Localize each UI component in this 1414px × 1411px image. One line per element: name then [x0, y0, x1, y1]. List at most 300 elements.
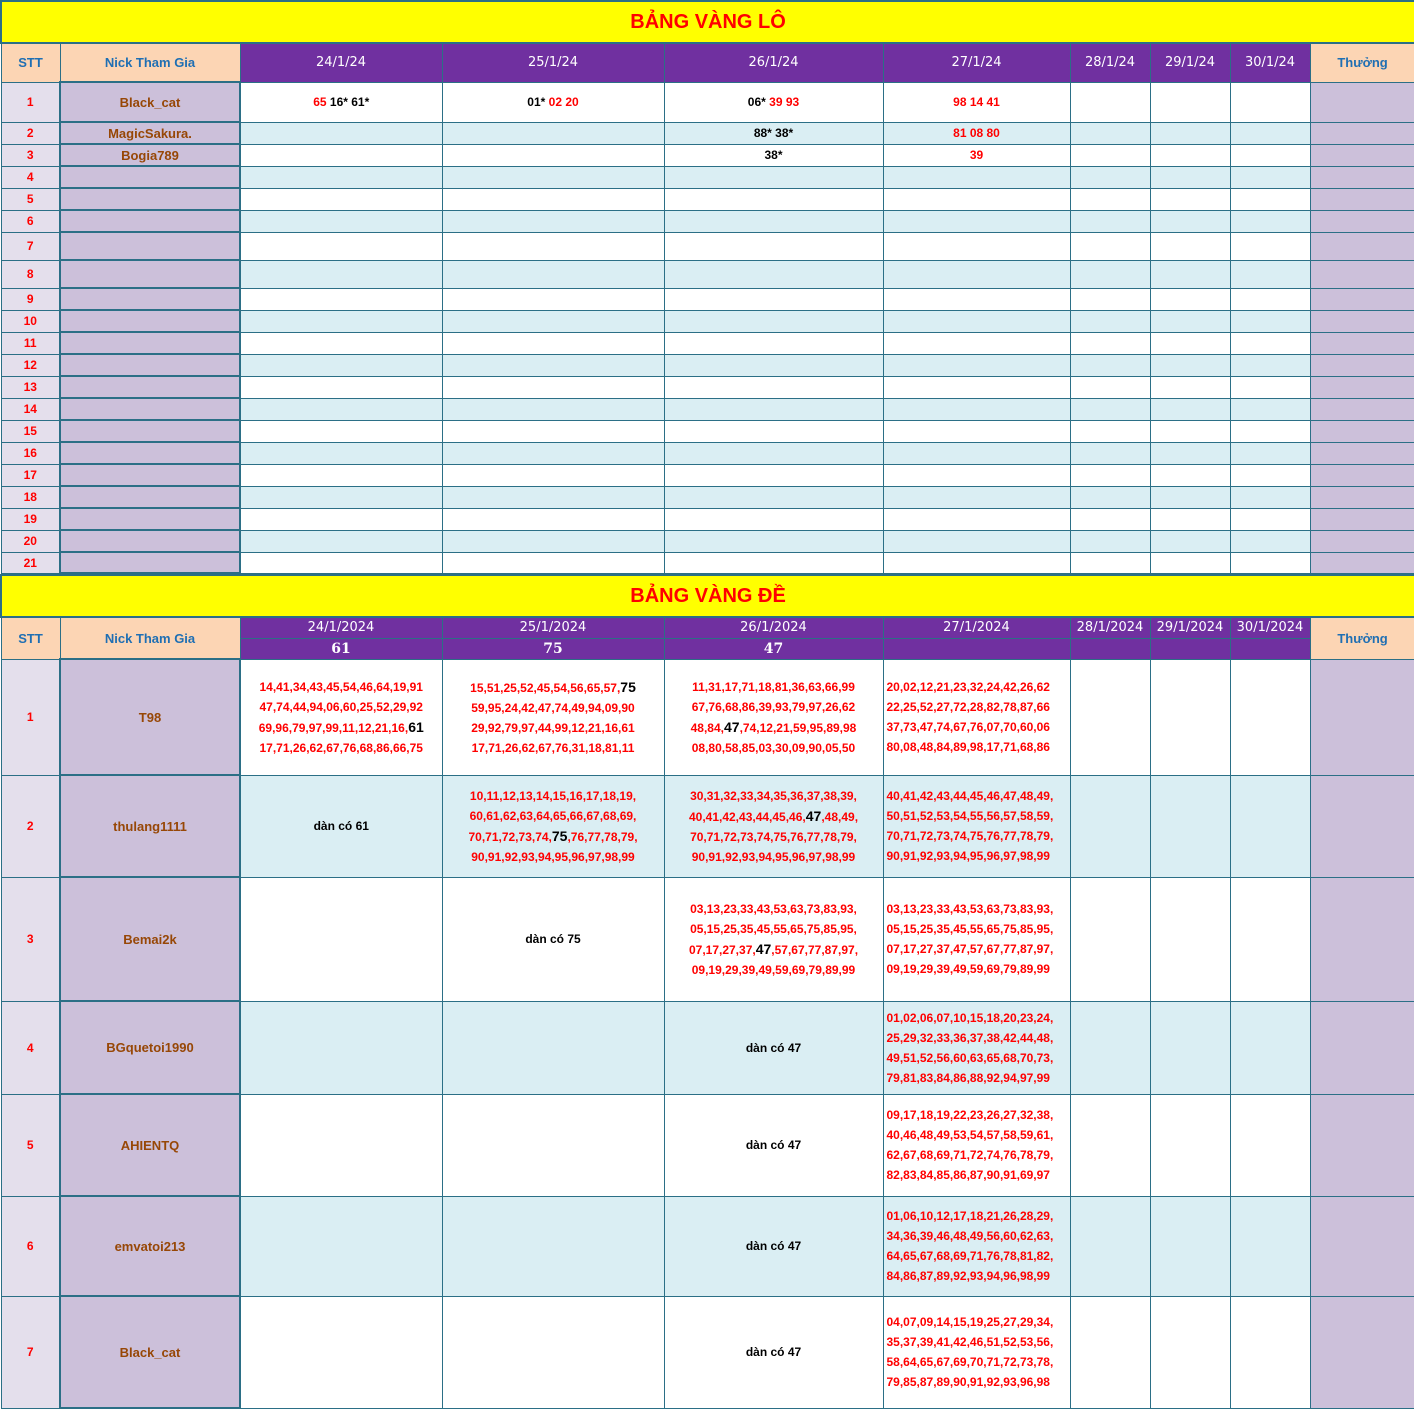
de-prize-cell — [1310, 1196, 1414, 1296]
lo-day-cell — [442, 530, 664, 552]
lo-date-header: 28/1/24 — [1070, 43, 1150, 82]
lo-day-cell — [664, 552, 883, 573]
lo-day-cell — [1070, 420, 1150, 442]
lo-row — [1, 232, 1414, 260]
lo-day-cell — [1070, 332, 1150, 354]
de-date-header: 26/1/2024 — [664, 617, 883, 638]
de-stt: 5 — [1, 1094, 60, 1196]
lo-day-cell — [1150, 486, 1230, 508]
lo-date-header: 29/1/24 — [1150, 43, 1230, 82]
lo-day-cell — [664, 122, 883, 144]
lo-day-cell — [1230, 82, 1310, 122]
lo-stt-header: STT — [1, 43, 60, 82]
lo-day-cell — [1070, 508, 1150, 530]
lo-day-cell — [883, 210, 1070, 232]
lo-day-cell — [1150, 122, 1230, 144]
lo-day-cell — [1070, 288, 1150, 310]
lo-day-cell — [1150, 354, 1230, 376]
lo-day-cell — [442, 188, 664, 210]
lo-row — [1, 122, 1414, 144]
de-day-cell — [1230, 877, 1310, 1001]
lo-day-cell — [664, 188, 883, 210]
lo-day-cell — [442, 122, 664, 144]
lo-day-cell — [1070, 166, 1150, 188]
de-day-cell — [1070, 1196, 1150, 1296]
de-day-cell — [240, 1094, 442, 1196]
de-numbers: 30,31,32,33,34,35,36,37,38,39, 40,41,42,43,44,45,46, — [688, 788, 857, 824]
de-day-cell — [1070, 1296, 1150, 1408]
lo-row — [1, 508, 1414, 530]
de-day-cell — [1070, 1001, 1150, 1094]
lo-day-cell — [1070, 310, 1150, 332]
lo-stt: 14 — [1, 398, 60, 420]
lo-number-hit: 01* — [527, 95, 546, 109]
de-result-empty — [1070, 638, 1150, 659]
lo-prize-cell — [1310, 398, 1414, 420]
lo-row — [1, 144, 1414, 166]
lo-day-cell — [1230, 552, 1310, 573]
lo-row — [1, 354, 1414, 376]
de-number-list — [664, 659, 883, 775]
lo-nick-header: Nick Tham Gia — [60, 43, 240, 82]
lo-nick — [60, 232, 240, 260]
lo-row — [1, 464, 1414, 486]
lo-prize-cell — [1310, 232, 1414, 260]
lo-day-cell — [240, 288, 442, 310]
lo-stt: 9 — [1, 288, 60, 310]
de-dan-note: dàn có 47 — [664, 1001, 883, 1094]
lo-table — [0, 0, 1414, 574]
lo-day-cell — [1070, 188, 1150, 210]
lo-nick — [60, 260, 240, 288]
lo-day-cell — [442, 144, 664, 166]
lo-nick — [60, 354, 240, 376]
de-day-cell — [442, 1001, 664, 1094]
lo-day-cell — [240, 552, 442, 573]
lo-day-cell — [1230, 332, 1310, 354]
lo-nick — [60, 398, 240, 420]
lo-day-cell — [883, 122, 1070, 144]
lo-number-hit: 88* 38* — [753, 126, 794, 140]
lo-stt: 8 — [1, 260, 60, 288]
lo-day-cell — [1150, 166, 1230, 188]
lo-day-cell — [442, 288, 664, 310]
lo-nick — [60, 530, 240, 552]
de-number-list — [883, 1001, 1070, 1094]
lo-day-cell — [883, 260, 1070, 288]
lo-stt: 21 — [1, 552, 60, 573]
lo-day-cell — [1070, 376, 1150, 398]
lo-day-cell — [1070, 530, 1150, 552]
de-day-cell — [1150, 1094, 1230, 1196]
lo-stt: 11 — [1, 332, 60, 354]
lo-day-cell — [240, 420, 442, 442]
de-winning-number: 47 — [724, 718, 740, 735]
lo-day-cell — [1150, 82, 1230, 122]
de-numbers: 17,71,26,62,67,76,68,86,66,75 — [259, 740, 423, 755]
de-prize-cell — [1310, 775, 1414, 877]
lo-day-cell — [1150, 464, 1230, 486]
de-winning-number: 47 — [755, 940, 772, 957]
lo-day-cell — [240, 232, 442, 260]
lo-row — [1, 288, 1414, 310]
lo-nick — [60, 486, 240, 508]
de-numbers: 15,51,25,52,45,54,56,65,57, — [470, 680, 621, 695]
de-day-cell — [240, 1296, 442, 1408]
de-numbers: 11,31,17,71,18,81,36,63,66,99 67,76,68,86,39,93,79,97,26,62 48,84, — [690, 679, 856, 735]
lo-nick: Black_cat — [60, 82, 240, 122]
de-day-cell — [1230, 659, 1310, 775]
lo-nick: Bogia789 — [60, 144, 240, 166]
lo-stt: 18 — [1, 486, 60, 508]
lo-day-cell — [1070, 464, 1150, 486]
lo-day-cell — [1230, 530, 1310, 552]
lo-stt: 1 — [1, 82, 60, 122]
lo-prize-cell — [1310, 260, 1414, 288]
de-row — [1, 1001, 1414, 1094]
lo-day-cell — [240, 144, 442, 166]
lo-day-cell — [664, 332, 883, 354]
lo-stt: 10 — [1, 310, 60, 332]
de-numbers: 01,06,10,12,17,18,21,26,28,29, 34,36,39,46,48,49,56,60,62,63, 64,65,67,68,69,71,76,78,81,82, 84,86,87,89,92,93,94,96,98,99 — [886, 1209, 1054, 1283]
de-prize-cell — [1310, 1094, 1414, 1196]
lo-day-cell — [240, 486, 442, 508]
lo-number-miss: 39 93 — [769, 95, 800, 109]
lo-day-cell — [664, 82, 883, 122]
lo-day-cell — [442, 464, 664, 486]
de-date-header: 24/1/2024 — [240, 617, 442, 638]
de-nick: BGquetoi1990 — [60, 1001, 240, 1094]
lo-number-hit: 16* 61* — [329, 95, 370, 109]
de-table — [0, 574, 1414, 1409]
de-day-cell — [1230, 775, 1310, 877]
de-stt: 4 — [1, 1001, 60, 1094]
lo-number-hit: 06* — [747, 95, 766, 109]
lo-day-cell — [883, 288, 1070, 310]
lo-day-cell — [442, 486, 664, 508]
de-day-cell — [1150, 877, 1230, 1001]
lo-prize-cell — [1310, 310, 1414, 332]
lo-date-header: 26/1/24 — [664, 43, 883, 82]
lo-row — [1, 376, 1414, 398]
de-day-cell — [442, 1296, 664, 1408]
de-numbers: ,57,67,77,87,97, 09,19,29,39,49,59,69,79,89,99 — [691, 942, 859, 977]
lo-row — [1, 166, 1414, 188]
lo-nick — [60, 210, 240, 232]
de-day-cell — [1230, 1196, 1310, 1296]
lo-day-cell — [1070, 442, 1150, 464]
de-result: 47 — [664, 638, 883, 659]
de-result-empty — [1150, 638, 1230, 659]
lo-day-cell — [442, 376, 664, 398]
de-numbers: ,74,12,21,59,95,89,98 08,80,58,85,03,30,09,90,05,50 — [691, 720, 857, 755]
lo-day-cell — [1150, 232, 1230, 260]
de-nick: Black_cat — [60, 1296, 240, 1408]
lo-prize-cell — [1310, 210, 1414, 232]
lo-day-cell — [442, 442, 664, 464]
lo-day-cell — [1230, 376, 1310, 398]
lo-day-cell — [240, 260, 442, 288]
de-stt: 7 — [1, 1296, 60, 1408]
lo-day-cell — [883, 420, 1070, 442]
lo-day-cell — [1230, 310, 1310, 332]
lo-day-cell — [883, 332, 1070, 354]
lo-nick — [60, 464, 240, 486]
lo-day-cell — [1150, 376, 1230, 398]
lo-day-cell — [442, 354, 664, 376]
lo-day-cell — [442, 332, 664, 354]
lo-day-cell — [664, 260, 883, 288]
de-winning-number: 47 — [805, 807, 822, 824]
de-nick: T98 — [60, 659, 240, 775]
de-numbers: 03,13,23,33,43,53,63,73,83,93, 05,15,25,35,45,55,65,75,85,95, 07,17,27,37,47,57,67,77,87,97, 09,19,29,39,49,59,69,79,89,99 — [886, 902, 1054, 976]
lo-day-cell — [883, 442, 1070, 464]
lo-prize-cell — [1310, 486, 1414, 508]
lo-day-cell — [664, 442, 883, 464]
de-nick-header: Nick Tham Gia — [60, 617, 240, 659]
lo-row — [1, 332, 1414, 354]
de-winning-number: 61 — [408, 718, 424, 735]
de-nick: AHIENTQ — [60, 1094, 240, 1196]
de-day-cell — [1150, 1196, 1230, 1296]
lo-day-cell — [1150, 144, 1230, 166]
lo-day-cell — [1230, 144, 1310, 166]
lo-date-header: 30/1/24 — [1230, 43, 1310, 82]
de-stt-header: STT — [1, 617, 60, 659]
de-dan-note: dàn có 47 — [664, 1296, 883, 1408]
lo-prize-cell — [1310, 354, 1414, 376]
de-number-list — [883, 775, 1070, 877]
lo-day-cell — [442, 420, 664, 442]
de-stt: 6 — [1, 1196, 60, 1296]
lo-day-cell — [1230, 420, 1310, 442]
lo-row — [1, 210, 1414, 232]
lo-nick — [60, 332, 240, 354]
lo-day-cell — [883, 82, 1070, 122]
de-date-header: 29/1/2024 — [1150, 617, 1230, 638]
de-day-cell — [1230, 1094, 1310, 1196]
lo-prize-cell — [1310, 188, 1414, 210]
lo-day-cell — [1150, 210, 1230, 232]
de-prize-header: Thưởng — [1310, 617, 1414, 659]
de-day-cell — [240, 1001, 442, 1094]
lo-day-cell — [240, 376, 442, 398]
lo-stt: 15 — [1, 420, 60, 442]
lo-row — [1, 82, 1414, 122]
lo-day-cell — [664, 486, 883, 508]
lo-stt: 17 — [1, 464, 60, 486]
de-day-cell — [1150, 659, 1230, 775]
lo-stt: 12 — [1, 354, 60, 376]
de-numbers: 04,07,09,14,15,19,25,27,29,34, 35,37,39,41,42,46,51,52,53,56, 58,64,65,67,69,70,71,72,73,78, 79,85,87,89,90,91,92,93,96,98 — [886, 1315, 1054, 1389]
lo-day-cell — [664, 210, 883, 232]
lo-day-cell — [664, 508, 883, 530]
lo-prize-cell — [1310, 288, 1414, 310]
lo-day-cell — [1230, 464, 1310, 486]
lo-prize-cell — [1310, 122, 1414, 144]
de-result: 75 — [442, 638, 664, 659]
de-prize-cell — [1310, 1001, 1414, 1094]
lo-day-cell — [883, 464, 1070, 486]
de-title: BẢNG VÀNG ĐỀ — [1, 575, 1414, 617]
lo-day-cell — [664, 376, 883, 398]
lo-day-cell — [1150, 530, 1230, 552]
lo-day-cell — [1070, 552, 1150, 573]
lo-number-miss: 39 — [969, 148, 984, 162]
de-number-list — [883, 877, 1070, 1001]
de-day-cell — [1070, 659, 1150, 775]
lo-prize-cell — [1310, 552, 1414, 573]
lo-day-cell — [883, 354, 1070, 376]
de-nick: Bemai2k — [60, 877, 240, 1001]
lo-stt: 2 — [1, 122, 60, 144]
lo-day-cell — [1230, 442, 1310, 464]
lo-row — [1, 260, 1414, 288]
de-prize-cell — [1310, 659, 1414, 775]
lo-stt: 6 — [1, 210, 60, 232]
lo-number-miss: 98 14 41 — [953, 95, 1000, 109]
de-nick: thulang1111 — [60, 775, 240, 877]
de-winning-number: 75 — [620, 678, 636, 695]
lo-day-cell — [664, 398, 883, 420]
lo-day-cell — [883, 552, 1070, 573]
lo-day-cell — [240, 166, 442, 188]
lo-prize-header: Thưởng — [1310, 43, 1414, 82]
lo-row — [1, 188, 1414, 210]
lo-nick — [60, 376, 240, 398]
lo-day-cell — [664, 464, 883, 486]
de-day-cell — [1070, 877, 1150, 1001]
de-numbers: 01,02,06,07,10,15,18,20,23,24, 25,29,32,33,36,37,38,42,44,48, 49,51,52,56,60,63,65,68,70,73, 79,81,83,84,86,88,92,94,97,99 — [886, 1010, 1054, 1085]
lo-day-cell — [1070, 82, 1150, 122]
lo-stt: 7 — [1, 232, 60, 260]
lo-day-cell — [240, 530, 442, 552]
lo-number-hit: 38* — [764, 148, 783, 162]
lo-day-cell — [883, 486, 1070, 508]
lo-stt: 4 — [1, 166, 60, 188]
lo-day-cell — [1150, 332, 1230, 354]
de-day-cell — [1070, 1094, 1150, 1196]
de-result-empty — [883, 638, 1070, 659]
lo-day-cell — [664, 144, 883, 166]
lo-day-cell — [1230, 166, 1310, 188]
lo-day-cell — [664, 420, 883, 442]
lo-row — [1, 310, 1414, 332]
de-stt: 2 — [1, 775, 60, 877]
lo-day-cell — [1230, 508, 1310, 530]
lo-number-miss: 81 08 80 — [953, 126, 1000, 140]
lo-nick: MagicSakura. — [60, 122, 240, 144]
de-numbers: 14,41,34,43,45,54,46,64,19,91 47,74,44,94,06,60,25,52,29,92 69,96,79,97,99,11,12,21,16, — [258, 679, 423, 735]
de-date-header: 28/1/2024 — [1070, 617, 1150, 638]
lo-day-cell — [1230, 486, 1310, 508]
lo-day-cell — [883, 310, 1070, 332]
lo-day-cell — [1150, 398, 1230, 420]
lo-day-cell — [1070, 210, 1150, 232]
lo-day-cell — [240, 332, 442, 354]
lo-prize-cell — [1310, 508, 1414, 530]
lo-prize-cell — [1310, 420, 1414, 442]
lo-day-cell — [883, 398, 1070, 420]
de-stt: 1 — [1, 659, 60, 775]
lo-day-cell — [883, 188, 1070, 210]
lo-day-cell — [240, 122, 442, 144]
de-row — [1, 877, 1414, 1001]
de-number-list — [442, 775, 664, 877]
de-dan-note: dàn có 47 — [664, 1094, 883, 1196]
lo-day-cell — [442, 82, 664, 122]
lo-day-cell — [664, 354, 883, 376]
lo-day-cell — [664, 310, 883, 332]
lo-row — [1, 420, 1414, 442]
de-day-cell — [240, 1196, 442, 1296]
lo-stt: 16 — [1, 442, 60, 464]
lo-prize-cell — [1310, 166, 1414, 188]
de-numbers: ,76,77,78,79, 90,91,92,93,94,95,96,97,98,99 — [471, 829, 638, 864]
lo-day-cell — [240, 354, 442, 376]
de-row — [1, 659, 1414, 775]
de-result: 61 — [240, 638, 442, 659]
lo-day-cell — [1150, 508, 1230, 530]
lo-prize-cell — [1310, 442, 1414, 464]
lo-prize-cell — [1310, 82, 1414, 122]
lo-date-header: 27/1/24 — [883, 43, 1070, 82]
de-dan-note: dàn có 47 — [664, 1196, 883, 1296]
lo-nick — [60, 188, 240, 210]
lo-day-cell — [883, 144, 1070, 166]
lo-day-cell — [664, 288, 883, 310]
de-row — [1, 775, 1414, 877]
lo-day-cell — [1230, 260, 1310, 288]
lo-day-cell — [1230, 210, 1310, 232]
de-day-cell — [1230, 1296, 1310, 1408]
de-number-list — [883, 659, 1070, 775]
lo-day-cell — [1230, 232, 1310, 260]
lo-day-cell — [1070, 354, 1150, 376]
lo-day-cell — [240, 398, 442, 420]
lo-day-cell — [1150, 288, 1230, 310]
de-number-list — [883, 1094, 1070, 1196]
lo-day-cell — [240, 508, 442, 530]
lo-nick — [60, 288, 240, 310]
de-dan-note: dàn có 61 — [240, 775, 442, 877]
lo-nick — [60, 420, 240, 442]
de-numbers: 09,17,18,19,22,23,26,27,32,38, 40,46,48,49,53,54,57,58,59,61, 62,67,68,69,71,72,74,76,78,79, 82,83,84,85,86,87,90,91,69,97 — [886, 1108, 1054, 1182]
lo-day-cell — [664, 166, 883, 188]
de-numbers: 59,95,24,42,47,74,49,94,09,90 29,92,79,97,44,99,12,21,16,61 17,71,26,62,67,76,31,18,81,11 — [471, 700, 635, 755]
lo-row — [1, 552, 1414, 573]
lo-title: BẢNG VÀNG LÔ — [1, 1, 1414, 43]
lo-row — [1, 530, 1414, 552]
lo-day-cell — [442, 508, 664, 530]
lo-day-cell — [240, 82, 442, 122]
de-day-cell — [442, 1196, 664, 1296]
lo-day-cell — [1150, 260, 1230, 288]
lo-nick — [60, 166, 240, 188]
lo-day-cell — [240, 210, 442, 232]
lo-day-cell — [1070, 122, 1150, 144]
de-number-list — [442, 659, 664, 775]
lo-number-miss: 02 20 — [548, 95, 579, 109]
lo-day-cell — [883, 166, 1070, 188]
lo-day-cell — [1150, 552, 1230, 573]
de-numbers: 03,13,23,33,43,53,63,73,83,93, 05,15,25,35,45,55,65,75,85,95, 07,17,27,37, — [688, 901, 857, 957]
lo-day-cell — [1230, 398, 1310, 420]
lo-stt: 13 — [1, 376, 60, 398]
de-numbers: 20,02,12,21,23,32,24,42,26,62 22,25,52,27,72,28,82,78,87,66 37,73,47,74,67,76,07,70,60,06 80,08,48,84,89,98,17,71,68,86 — [886, 680, 1050, 754]
de-nick: emvatoi213 — [60, 1196, 240, 1296]
lo-day-cell — [442, 310, 664, 332]
